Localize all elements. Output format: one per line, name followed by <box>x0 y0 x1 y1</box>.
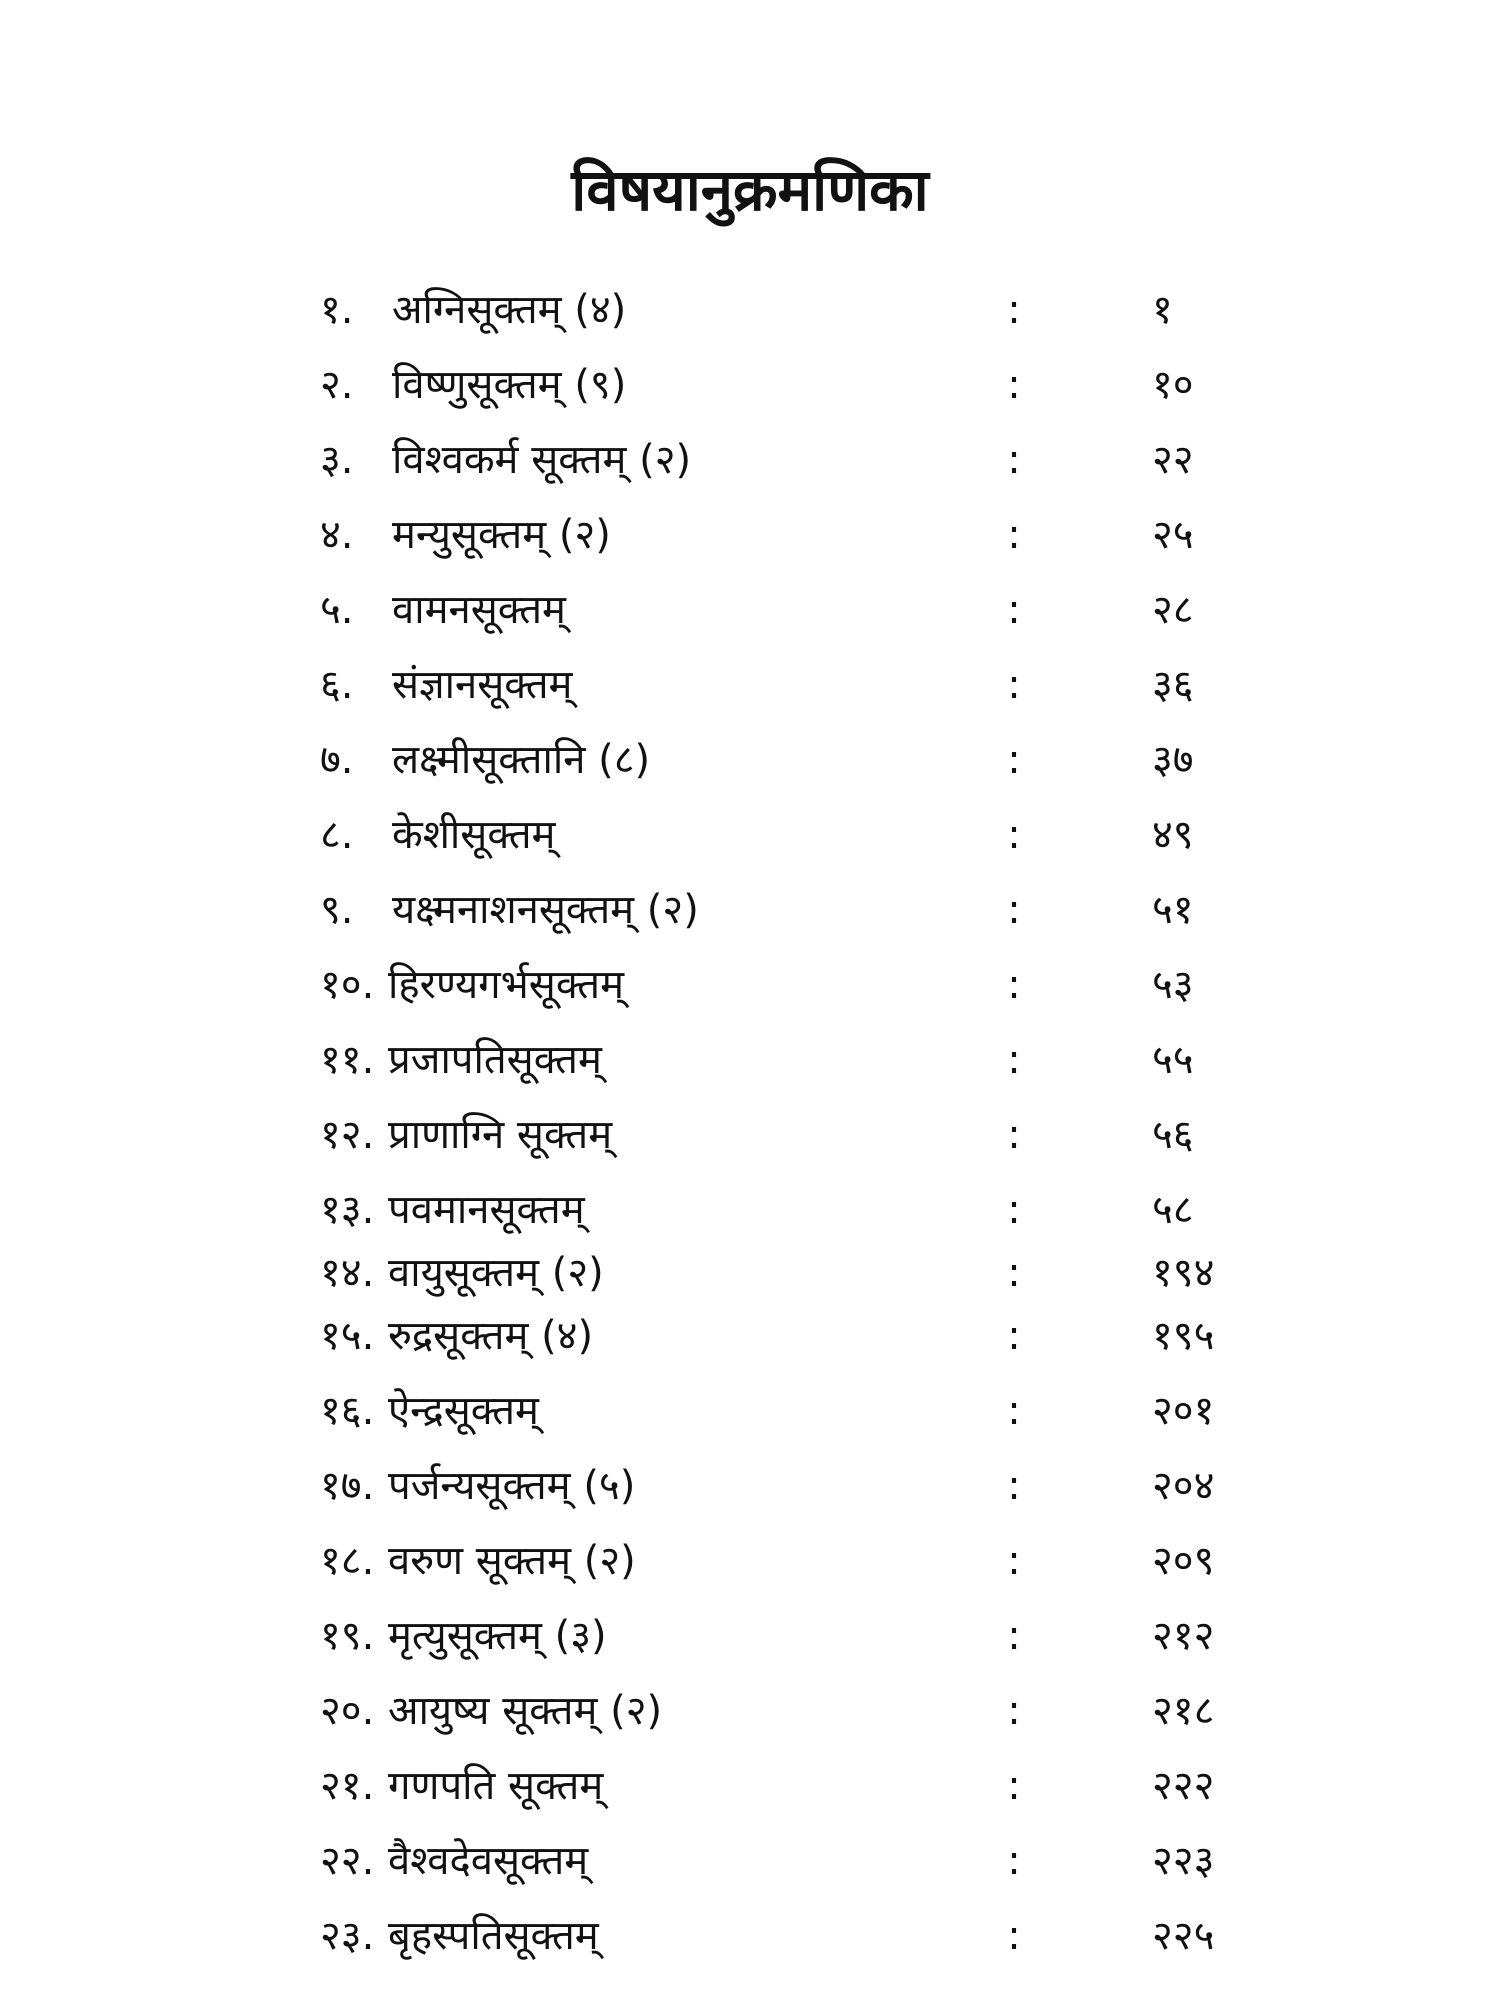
entry-number: २१. <box>320 1763 375 1809</box>
entry-separator: : <box>1007 1613 1021 1659</box>
toc-entry <box>0 1681 1500 1741</box>
entry-separator: : <box>1007 962 1021 1008</box>
entry-page-number: २८ <box>1152 587 1194 633</box>
entry-separator: : <box>1007 887 1021 933</box>
entry-page-number: २१२ <box>1152 1613 1215 1659</box>
entry-separator: : <box>1007 1538 1021 1584</box>
toc-entry <box>0 955 1500 1015</box>
entry-separator: : <box>1007 1112 1021 1158</box>
toc-entry <box>0 655 1500 715</box>
entry-page-number: १९४ <box>1152 1250 1215 1296</box>
entry-number: ३. <box>320 437 354 483</box>
toc-entry <box>0 805 1500 865</box>
entry-page-number: १९५ <box>1152 1313 1215 1359</box>
entry-number: ९. <box>320 887 354 933</box>
entry-separator: : <box>1007 812 1021 858</box>
toc-entry <box>0 1381 1500 1441</box>
entry-number: २३. <box>320 1913 375 1959</box>
entry-separator: : <box>1007 1913 1021 1959</box>
entry-separator: : <box>1007 1250 1021 1296</box>
entry-separator: : <box>1007 512 1021 558</box>
toc-entry <box>0 505 1500 565</box>
entry-separator: : <box>1007 287 1021 333</box>
entry-number: ६. <box>320 662 354 708</box>
entry-separator: : <box>1007 737 1021 783</box>
entry-page-number: ३७ <box>1152 737 1194 783</box>
toc-entry <box>0 1030 1500 1090</box>
entry-page-number: ५६ <box>1152 1112 1194 1158</box>
entry-page-number: २२५ <box>1152 1913 1215 1959</box>
entry-separator: : <box>1007 362 1021 408</box>
entry-number: ८. <box>320 812 354 858</box>
entry-number: २२. <box>320 1838 375 1884</box>
entry-title: विष्णुसूक्तम् (९) <box>392 362 627 408</box>
entry-title: बृहस्पतिसूक्तम् <box>388 1913 599 1959</box>
entry-title: यक्ष्मनाशनसूक्तम् (२) <box>392 887 699 933</box>
entry-page-number: ५३ <box>1152 962 1194 1008</box>
entry-title: संज्ञानसूक्तम् <box>392 662 573 708</box>
entry-number: १९. <box>320 1613 375 1659</box>
toc-entry <box>0 730 1500 790</box>
entry-separator: : <box>1007 1763 1021 1809</box>
toc-entry <box>0 1306 1500 1366</box>
entry-number: १२. <box>320 1112 375 1158</box>
entry-page-number: ५८ <box>1152 1187 1194 1233</box>
entry-title: वरुण सूक्तम् (२) <box>388 1538 636 1584</box>
entry-separator: : <box>1007 1388 1021 1434</box>
entry-title: आयुष्य सूक्तम् (२) <box>388 1688 663 1734</box>
entry-title: अग्निसूक्तम् (४) <box>392 287 627 333</box>
entry-page-number: १ <box>1152 287 1173 333</box>
entry-number: ११. <box>320 1037 375 1083</box>
entry-page-number: २२३ <box>1152 1838 1215 1884</box>
entry-title: वायुसूक्तम् (२) <box>388 1250 604 1296</box>
toc-entry <box>0 880 1500 940</box>
entry-separator: : <box>1007 587 1021 633</box>
toc-entry <box>0 1906 1500 1966</box>
toc-entry <box>0 430 1500 490</box>
entry-title: पर्जन्यसूक्तम् (५) <box>388 1463 636 1509</box>
entry-page-number: ५१ <box>1152 887 1194 933</box>
entry-number: १३. <box>320 1187 375 1233</box>
entry-separator: : <box>1007 1037 1021 1083</box>
entry-page-number: २२ <box>1152 437 1194 483</box>
entry-title: ऐन्द्रसूक्तम् <box>388 1388 539 1434</box>
entry-page-number: ३६ <box>1152 662 1194 708</box>
toc-entry <box>0 580 1500 640</box>
entry-number: २०. <box>320 1688 375 1734</box>
entry-title: मृत्युसूक्तम् (३) <box>388 1613 607 1659</box>
entry-title: केशीसूक्तम् <box>392 812 556 858</box>
entry-separator: : <box>1007 1463 1021 1509</box>
entry-page-number: २५ <box>1152 512 1194 558</box>
entry-page-number: २२२ <box>1152 1763 1215 1809</box>
page-title: विषयानुक्रमणिका <box>571 156 929 224</box>
entry-title: लक्ष्मीसूक्तानि (८) <box>392 737 651 783</box>
entry-separator: : <box>1007 1313 1021 1359</box>
toc-entry <box>0 355 1500 415</box>
entry-page-number: २०१ <box>1152 1388 1215 1434</box>
entry-title: गणपति सूक्तम् <box>388 1763 604 1809</box>
entry-number: १. <box>320 287 354 333</box>
entry-number: १०. <box>320 962 375 1008</box>
entry-separator: : <box>1007 437 1021 483</box>
entry-title: वैश्वदेवसूक्तम् <box>388 1838 589 1884</box>
entry-separator: : <box>1007 662 1021 708</box>
toc-entry <box>0 1756 1500 1816</box>
entry-separator: : <box>1007 1187 1021 1233</box>
entry-title: हिरण्यगर्भसूक्तम् <box>388 962 624 1008</box>
toc-entry <box>0 1456 1500 1516</box>
entry-number: १७. <box>320 1463 375 1509</box>
entry-separator: : <box>1007 1688 1021 1734</box>
entry-title: प्राणाग्नि सूक्तम् <box>388 1112 613 1158</box>
toc-entry <box>0 280 1500 340</box>
entry-number: ४. <box>320 512 354 558</box>
entry-page-number: २०४ <box>1152 1463 1215 1509</box>
toc-entry <box>0 1531 1500 1591</box>
entry-separator: : <box>1007 1838 1021 1884</box>
entry-page-number: २०९ <box>1152 1538 1215 1584</box>
entry-title: पवमानसूक्तम् <box>388 1187 585 1233</box>
entry-page-number: ५५ <box>1152 1037 1194 1083</box>
entry-title: वामनसूक्तम् <box>392 587 566 633</box>
toc-entry <box>0 1831 1500 1891</box>
entry-page-number: १० <box>1152 362 1194 408</box>
entry-title: रुद्रसूक्तम् (४) <box>388 1313 594 1359</box>
toc-entry <box>0 1180 1500 1240</box>
entry-page-number: ४९ <box>1152 812 1194 858</box>
entry-number: ५. <box>320 587 354 633</box>
toc-entry <box>0 1105 1500 1165</box>
entry-page-number: २१८ <box>1152 1688 1215 1734</box>
entry-number: १५. <box>320 1313 375 1359</box>
entry-number: १४. <box>320 1250 375 1296</box>
entry-number: १८. <box>320 1538 375 1584</box>
entry-number: ७. <box>320 737 354 783</box>
toc-entry <box>0 1243 1500 1303</box>
entry-title: मन्युसूक्तम् (२) <box>392 512 611 558</box>
toc-entry <box>0 1606 1500 1666</box>
entry-number: २. <box>320 362 354 408</box>
entry-title: प्रजापतिसूक्तम् <box>388 1037 602 1083</box>
entry-title: विश्वकर्म सूक्तम् (२) <box>392 437 692 483</box>
entry-number: १६. <box>320 1388 375 1434</box>
